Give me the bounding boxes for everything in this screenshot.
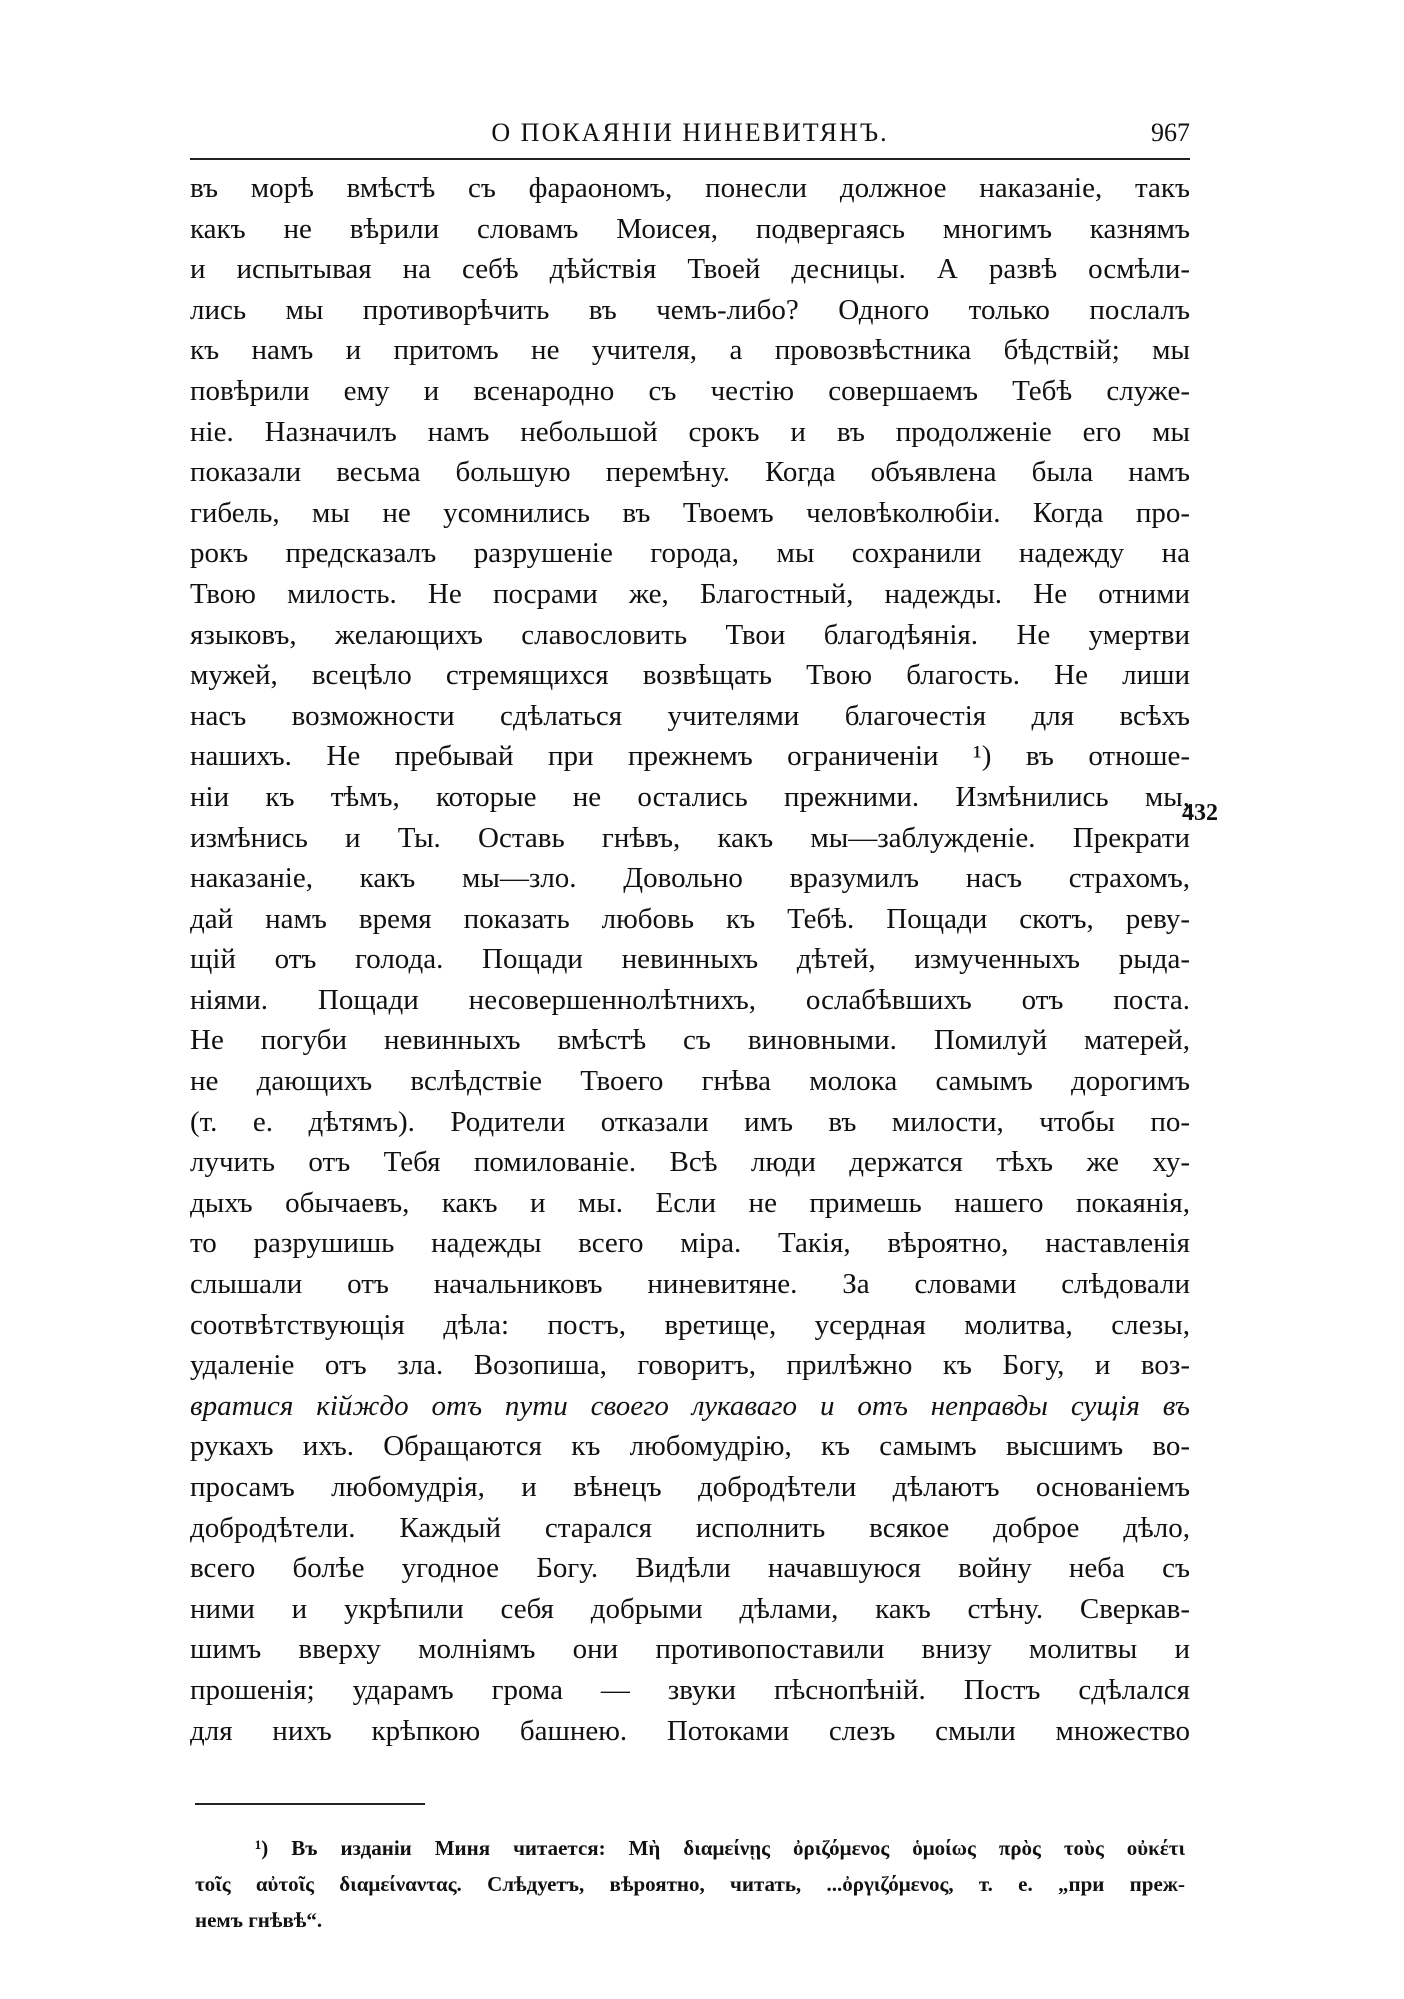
text-line: Не погуби невинныхъ вмѣстѣ съ виновными. Помилуй матерей, <box>190 1024 1190 1057</box>
text-line: рукахъ ихъ. Обращаются къ любомудрію, къ самымъ высшимъ во- <box>190 1430 1190 1463</box>
text-line: прошенія; ударамъ грома — звуки пѣснопѣній. Постъ сдѣлался <box>190 1673 1190 1706</box>
text-line: дыхъ обычаевъ, какъ и мы. Если не примешь нашего покаянія, <box>190 1186 1190 1219</box>
text-line: нашихъ. Не пребывай при прежнемъ ограниченіи ¹) въ отноше- <box>190 740 1190 773</box>
footnote <box>195 1830 1185 1938</box>
text-line: ніе. Назначилъ намъ небольшой срокъ и въ продолженіе его мы <box>190 415 1190 448</box>
running-title: О ПОКАЯНІИ НИНЕВИТЯНЪ. <box>491 118 889 147</box>
text-line: гибель, мы не усомнились въ Твоемъ человѣколюбіи. Когда про- <box>190 496 1190 529</box>
text-line: щій отъ голода. Пощади невинныхъ дѣтей, измученныхъ рыда- <box>190 943 1190 976</box>
footnote-rule <box>195 1803 425 1805</box>
text-line: (т. е. дѣтямъ). Родители отказали имъ въ милости, чтобы по- <box>190 1105 1190 1138</box>
text-line: наказаніе, какъ мы—зло. Довольно вразумилъ насъ страхомъ, <box>190 862 1190 895</box>
text-line: ніи къ тѣмъ, которые не остались прежними. Измѣнились мы, <box>190 780 1190 813</box>
text-line: повѣрили ему и всенародно съ честію совершаемъ Тебѣ служе- <box>190 374 1190 407</box>
text-line: языковъ, желающихъ славословить Твои благодѣянія. Не умертви <box>190 618 1190 651</box>
text-line: добродѣтели. Каждый старался исполнить всякое доброе дѣло, <box>190 1511 1190 1544</box>
text-line: какъ не вѣрили словамъ Моисея, подвергаясь многимъ казнямъ <box>190 212 1190 245</box>
text-line: дай намъ время показать любовь къ Тебѣ. Пощади скотъ, реву- <box>190 902 1190 935</box>
text-line: удаленіе отъ зла. Возопиша, говоритъ, прилѣжно къ Богу, и воз- <box>190 1349 1190 1382</box>
text-line: насъ возможности сдѣлаться учителями благочестія для всѣхъ <box>190 699 1190 732</box>
text-line: къ намъ и притомъ не учителя, а провозвѣстника бѣдствій; мы <box>190 334 1190 367</box>
running-head <box>190 118 1190 158</box>
text-line: лись мы противорѣчить въ чемъ-либо? Одного только послалъ <box>190 293 1190 326</box>
text-line: просамъ любомудрія, и вѣнецъ добродѣтели дѣлаютъ основаніемъ <box>190 1471 1190 1503</box>
text-line-italic: вратися кійждо отъ пути своего лукаваго и отъ неправды сущія въ <box>190 1389 1190 1422</box>
text-line: мужей, всецѣло стремящихся возвѣщать Твою благость. Не лиши <box>190 659 1190 692</box>
text-line: и испытывая на себѣ дѣйствія Твоей десницы. А развѣ осмѣли- <box>190 253 1190 286</box>
text-line: то разрушишь надежды всего міра. Такія, вѣроятно, наставленія <box>190 1227 1190 1260</box>
header-rule <box>190 158 1190 160</box>
text-line: слышали отъ начальниковъ ниневитяне. За словами слѣдовали <box>190 1268 1190 1301</box>
page-number: 967 <box>1151 118 1190 147</box>
text-line: ними и укрѣпили себя добрыми дѣлами, какъ стѣну. Сверкав- <box>190 1592 1190 1625</box>
text-line: всего болѣе угодное Богу. Видѣли начавшуюся войну неба съ <box>190 1552 1190 1585</box>
text-line: показали весьма большую перемѣну. Когда объявлена была намъ <box>190 456 1190 489</box>
text-line: шимъ вверху молніямъ они противопоставили внизу молитвы и <box>190 1633 1190 1666</box>
text-line: не дающихъ вслѣдствіе Твоего гнѣва молока самымъ дорогимъ <box>190 1065 1190 1098</box>
text-line: соотвѣтствующія дѣла: постъ, вретище, усердная молитва, слезы, <box>190 1308 1190 1341</box>
text-line: въ морѣ вмѣстѣ съ фараономъ, понесли должное наказаніе, такъ <box>190 172 1190 204</box>
margin-number: 432 <box>1182 800 1218 826</box>
text-line: измѣнись и Ты. Оставь гнѣвъ, какъ мы—заблужденіе. Прекрати <box>190 821 1190 854</box>
footnote-line: ¹) Въ изданіи Миня читается: Μὴ διαμείνῃς ὀριζόμενος ὁμοίως πρὸς τοὺς οὐκέτι <box>255 1836 1185 1860</box>
body-text <box>190 168 1190 1751</box>
footnote-line: τοῖς αὐτοῖς διαμείναντας. Слѣдуетъ, вѣроятно, читать, ...ὀργιζόμενος, т. е. „при преж- <box>195 1872 1185 1896</box>
text-line: Твою милость. Не посрами же, Благостный, надежды. Не отними <box>190 577 1190 610</box>
text-line: лучить отъ Тебя помилованіе. Всѣ люди держатся тѣхъ же ху- <box>190 1146 1190 1179</box>
footnote-line: немъ гнѣвѣ“. <box>195 1908 323 1932</box>
text-line: для нихъ крѣпкою башнею. Потоками слезъ смыли множество <box>190 1714 1190 1747</box>
text-line: рокъ предсказалъ разрушеніе города, мы сохранили надежду на <box>190 537 1190 570</box>
text-line: ніями. Пощади несовершеннолѣтнихъ, ослабѣвшихъ отъ поста. <box>190 983 1190 1016</box>
